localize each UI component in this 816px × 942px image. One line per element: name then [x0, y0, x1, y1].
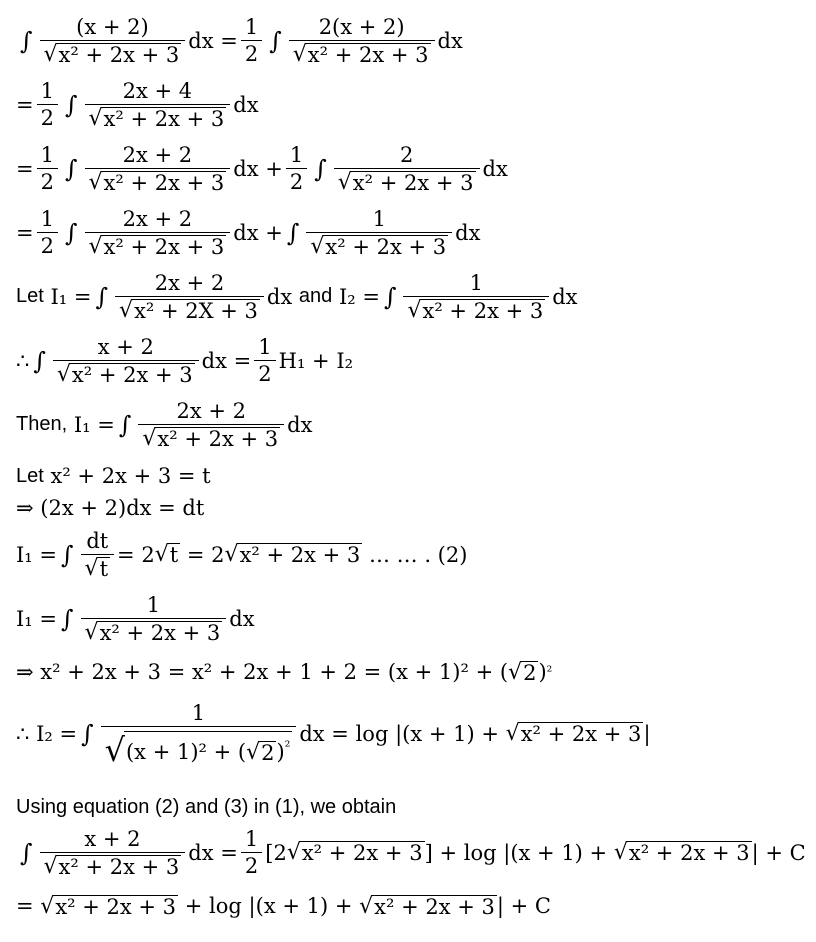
- eq-line-16: = √ x² + 2x + 3 + log |(x + 1) + √ x² + 2x + 3 | + C: [16, 893, 551, 919]
- eq-line-11: I₁ = ∫ 1 √ x² + 2x + 3 dx: [16, 593, 255, 645]
- fraction: 2x + 2 √ x² + 2x + 3: [85, 206, 231, 259]
- sqrt-icon: √ x² + 2x + 3: [142, 426, 279, 451]
- integral-icon: ∫: [383, 282, 397, 311]
- half-fraction: $\frac{1}{2}$: [37, 206, 58, 259]
- sqrt-icon: √ x² + 2X + 3: [119, 298, 258, 323]
- eq-line-8: Let x² + 2x + 3 = t: [16, 464, 211, 488]
- eq-line-10: I₁ = ∫ dt √ t = 2 √ t = 2 √ x² + 2x + 3 … … . (2): [16, 529, 468, 581]
- sqrt-icon: √ x² + 2x + 3: [359, 893, 495, 919]
- half-fraction: $\frac{1}{2}$: [241, 826, 262, 879]
- half-fraction: $\frac{1}{2}$: [37, 78, 58, 131]
- integral-icon: ∫: [61, 604, 74, 633]
- eq-line-13: ∴ I₂ = ∫ 1 √ (x + 1)² + ( √ 2 )$^{^2}$ dx = log |(x + 1) + √ x² + 2x + 3 |: [16, 701, 651, 769]
- integral-icon: ∫: [64, 154, 78, 183]
- fraction: x + 2 √ x² + 2x + 3: [40, 826, 186, 879]
- fraction: dt √ t: [81, 528, 114, 581]
- fraction: 1 √ x² + 2x + 3: [306, 206, 452, 259]
- fraction: 2x + 2 √ x² + 2x + 3: [138, 398, 284, 451]
- integral-icon: ∫: [64, 90, 78, 119]
- sqrt-icon: √ x² + 2x + 3: [224, 542, 361, 567]
- eq-line-9: ⇒ (2x + 2)dx = dt: [16, 496, 205, 520]
- integral-icon: ∫: [33, 346, 46, 375]
- fraction: 2x + 2 √ x² + 2X + 3: [115, 270, 264, 323]
- integral-icon: ∫: [64, 218, 78, 247]
- eq-line-15: ∫ x + 2 √ x² + 2x + 3 dx = $\frac{1}{2}$ [2 √ x² + 2x + 3 ] + log |(x + 1) + √ x² + 2x + 3 | + C: [20, 827, 806, 879]
- integral-icon: ∫: [314, 154, 327, 183]
- sqrt-icon: √ x² + 2x + 3: [88, 170, 225, 195]
- half-fraction: $\frac{1}{2}$: [286, 142, 307, 195]
- eq-line-5: Let I₁ = ∫ 2x + 2 √ x² + 2X + 3 dx and I₂ = ∫ 1 √ x² + 2x + 3 dx: [16, 271, 578, 323]
- eq-line-1: ∫ (x + 2) √ x² + 2x + 3 dx = $\frac{1}{2}$ ∫ 2(x + 2) √ x² + 2x + 3 dx: [20, 15, 463, 67]
- eq-line-7: Then, I₁ = ∫ 2x + 2 √ x² + 2x + 3 dx: [16, 399, 313, 451]
- fraction: x + 2 √ x² + 2x + 3: [53, 334, 199, 387]
- fraction: 2 √ x² + 2x + 3: [334, 142, 480, 195]
- eq-line-12: ⇒ x² + 2x + 3 = x² + 2x + 1 + 2 = (x + 1)² + ( √ 2 ) ²: [16, 659, 553, 685]
- integral-icon: ∫: [269, 26, 282, 55]
- fraction: 2x + 4 √ x² + 2x + 3: [85, 78, 231, 131]
- sqrt-icon: √ x² + 2x + 3: [310, 234, 447, 259]
- sqrt-icon: √ x² + 2x + 3: [43, 854, 180, 879]
- sqrt-icon: √ x² + 2x + 3: [505, 721, 642, 746]
- sqrt-icon: √ 2: [246, 740, 275, 765]
- eq-line-6: ∴ ∫ x + 2 √ x² + 2x + 3 dx = $\frac{1}{2}$ H₁ + I₂: [16, 335, 354, 387]
- fraction: 1 √ x² + 2x + 3: [81, 592, 227, 645]
- sqrt-icon: √ x² + 2x + 3: [40, 893, 177, 919]
- fraction: 2x + 2 √ x² + 2x + 3: [85, 142, 231, 195]
- eq-line-3: = $\frac{1}{2}$ ∫ 2x + 2 √ x² + 2x + 3 dx + $\frac{1}{2}$ ∫ 2 √ x² + 2x + 3 dx: [16, 143, 508, 195]
- sqrt-icon: √ x² + 2x + 3: [407, 298, 544, 323]
- sqrt-icon: √ x² + 2x + 3: [337, 170, 474, 195]
- fraction: (x + 2) √ x² + 2x + 3: [40, 14, 186, 67]
- sqrt-icon: √ x² + 2x + 3: [88, 234, 225, 259]
- integral-icon: ∫: [95, 282, 109, 311]
- integral-icon: ∫: [286, 218, 300, 247]
- fraction: 1 √ (x + 1)² + ( √ 2 )$^{^2}$: [101, 700, 297, 767]
- integral-icon: ∫: [61, 540, 74, 569]
- eq-line-4: = $\frac{1}{2}$ ∫ 2x + 2 √ x² + 2x + 3 dx + ∫ 1 √ x² + 2x + 3 dx: [16, 207, 481, 259]
- fraction: 1 √ x² + 2x + 3: [403, 270, 549, 323]
- sqrt-icon: √ x² + 2x + 3: [613, 840, 750, 865]
- eq-line-14: Using equation (2) and (3) in (1), we obtain: [16, 796, 397, 818]
- sqrt-icon: √ t: [84, 556, 109, 581]
- half-fraction: $\frac{1}{2}$: [241, 14, 262, 67]
- sqrt-icon: √ x² + 2x + 3: [292, 42, 429, 67]
- integral-icon: ∫: [118, 410, 132, 439]
- integral-icon: ∫: [81, 719, 94, 748]
- half-fraction: $\frac{1}{2}$: [254, 334, 275, 387]
- sqrt-icon: √ x² + 2x + 3: [43, 42, 180, 67]
- sqrt-icon: √ 2: [508, 659, 537, 685]
- eq-line-2: = $\frac{1}{2}$ ∫ 2x + 4 √ x² + 2x + 3 dx: [16, 79, 259, 131]
- integral-icon: ∫: [20, 26, 33, 55]
- sqrt-icon: √ x² + 2x + 3: [286, 840, 423, 865]
- sqrt-icon: √ x² + 2x + 3: [88, 106, 225, 131]
- sqrt-icon: √ x² + 2x + 3: [84, 620, 221, 645]
- fraction: 2(x + 2) √ x² + 2x + 3: [289, 14, 435, 67]
- half-fraction: $\frac{1}{2}$: [37, 142, 58, 195]
- sqrt-icon: √ t: [154, 542, 179, 567]
- integral-icon: ∫: [20, 838, 33, 867]
- sqrt-icon: √ x² + 2x + 3: [56, 362, 193, 387]
- sqrt-icon: √ (x + 1)² + ( √ 2 )$^{^2}$: [104, 731, 291, 769]
